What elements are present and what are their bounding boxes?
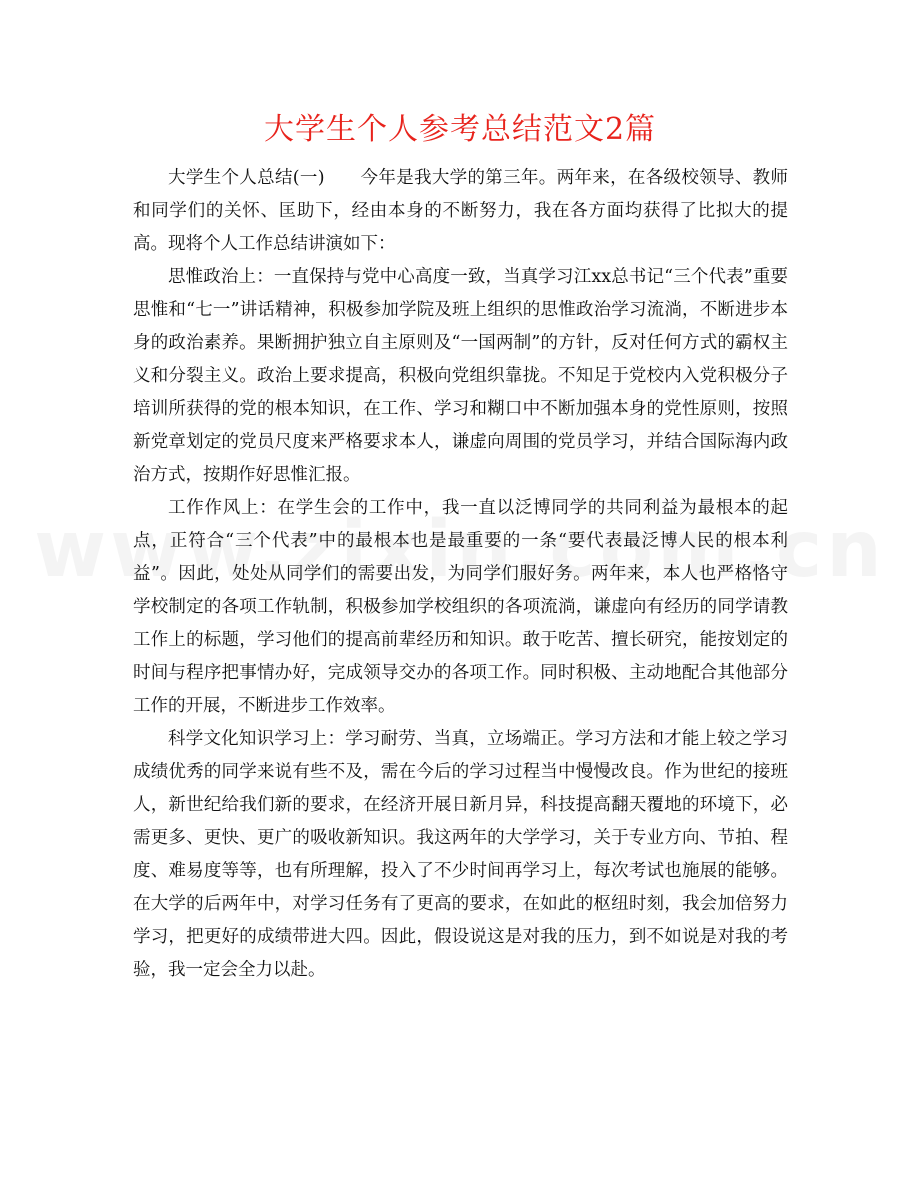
document-body: [133, 162, 788, 987]
paragraph-intro: 大学生个人总结(一) 今年是我大学的第三年。两年来，在各级校领导、教师和同学们的关怀、匡助下，经由本身的不断努力，我在各方面均获得了比拟大的提高。现将个人工作总结讲演如下：: [133, 168, 788, 254]
paragraph-work-style: 工作作风上：在学生会的工作中，我一直以泛博同学的共同利益为最根本的起点，正符合“三个代表”中的最根本也是最重要的一条“要代表最泛博人民的根本利益”。因此，处处从同学们的需要出发，为同学们服好务。两年来，本人也严格恪守学校制定的各项工作轨制，积极参加学校组织的各项流淌，谦虚向有经历的同学请教工作上的标题，学习他们的提高前辈经历和知识。敢于吃苦、擅长研究，能按划定的时间与程序把事情办好，完成领导交办的各项工作。同时积极、主动地配合其他部分工作的开展，不断进步工作效率。: [133, 498, 788, 716]
document-title: 大学生个人参考总结范文2篇: [263, 112, 657, 147]
paragraph-study: 科学文化知识学习上：学习耐劳、当真，立场端正。学习方法和才能上较之学习成绩优秀的同学来说有些不及，需在今后的学习过程当中慢慢改良。作为世纪的接班人，新世纪给我们新的要求，在经济开展日新月异，科技提高翻天覆地的环境下，必需更多、更快、更广的吸收新知识。我这两年的大学学习，关于专业方向、节拍、程度、难易度等等，也有所理解，投入了不少时间再学习上，每次考试也施展的能够。在大学的后两年中，对学习任务有了更高的要求，在如此的枢纽时刻，我会加倍努力学习，把更好的成绩带进大四。因此，假设说这是对我的压力，到不如说是对我的考验，我一定会全力以赴。: [133, 729, 788, 980]
paragraph-political: 思惟政治上：一直保持与党中心高度一致，当真学习江xx总书记“三个代表”重要思惟和“七一”讲话精神，积极参加学院及班上组织的思惟政治学习流淌，不断进步本身的政治素养。果断拥护独立自主原则及“一国两制”的方针，反对任何方式的霸权主义和分裂主义。政治上要求提高，积极向党组织靠拢。不知足于党校内入党积极分子培训所获得的党的根本知识，在工作、学习和糊口中不断加强本身的党性原则，按照新党章划定的党员尺度来严格要求本人，谦虚向周围的党员学习，并结合国际海内政治方式，按期作好思惟汇报。: [133, 267, 788, 485]
